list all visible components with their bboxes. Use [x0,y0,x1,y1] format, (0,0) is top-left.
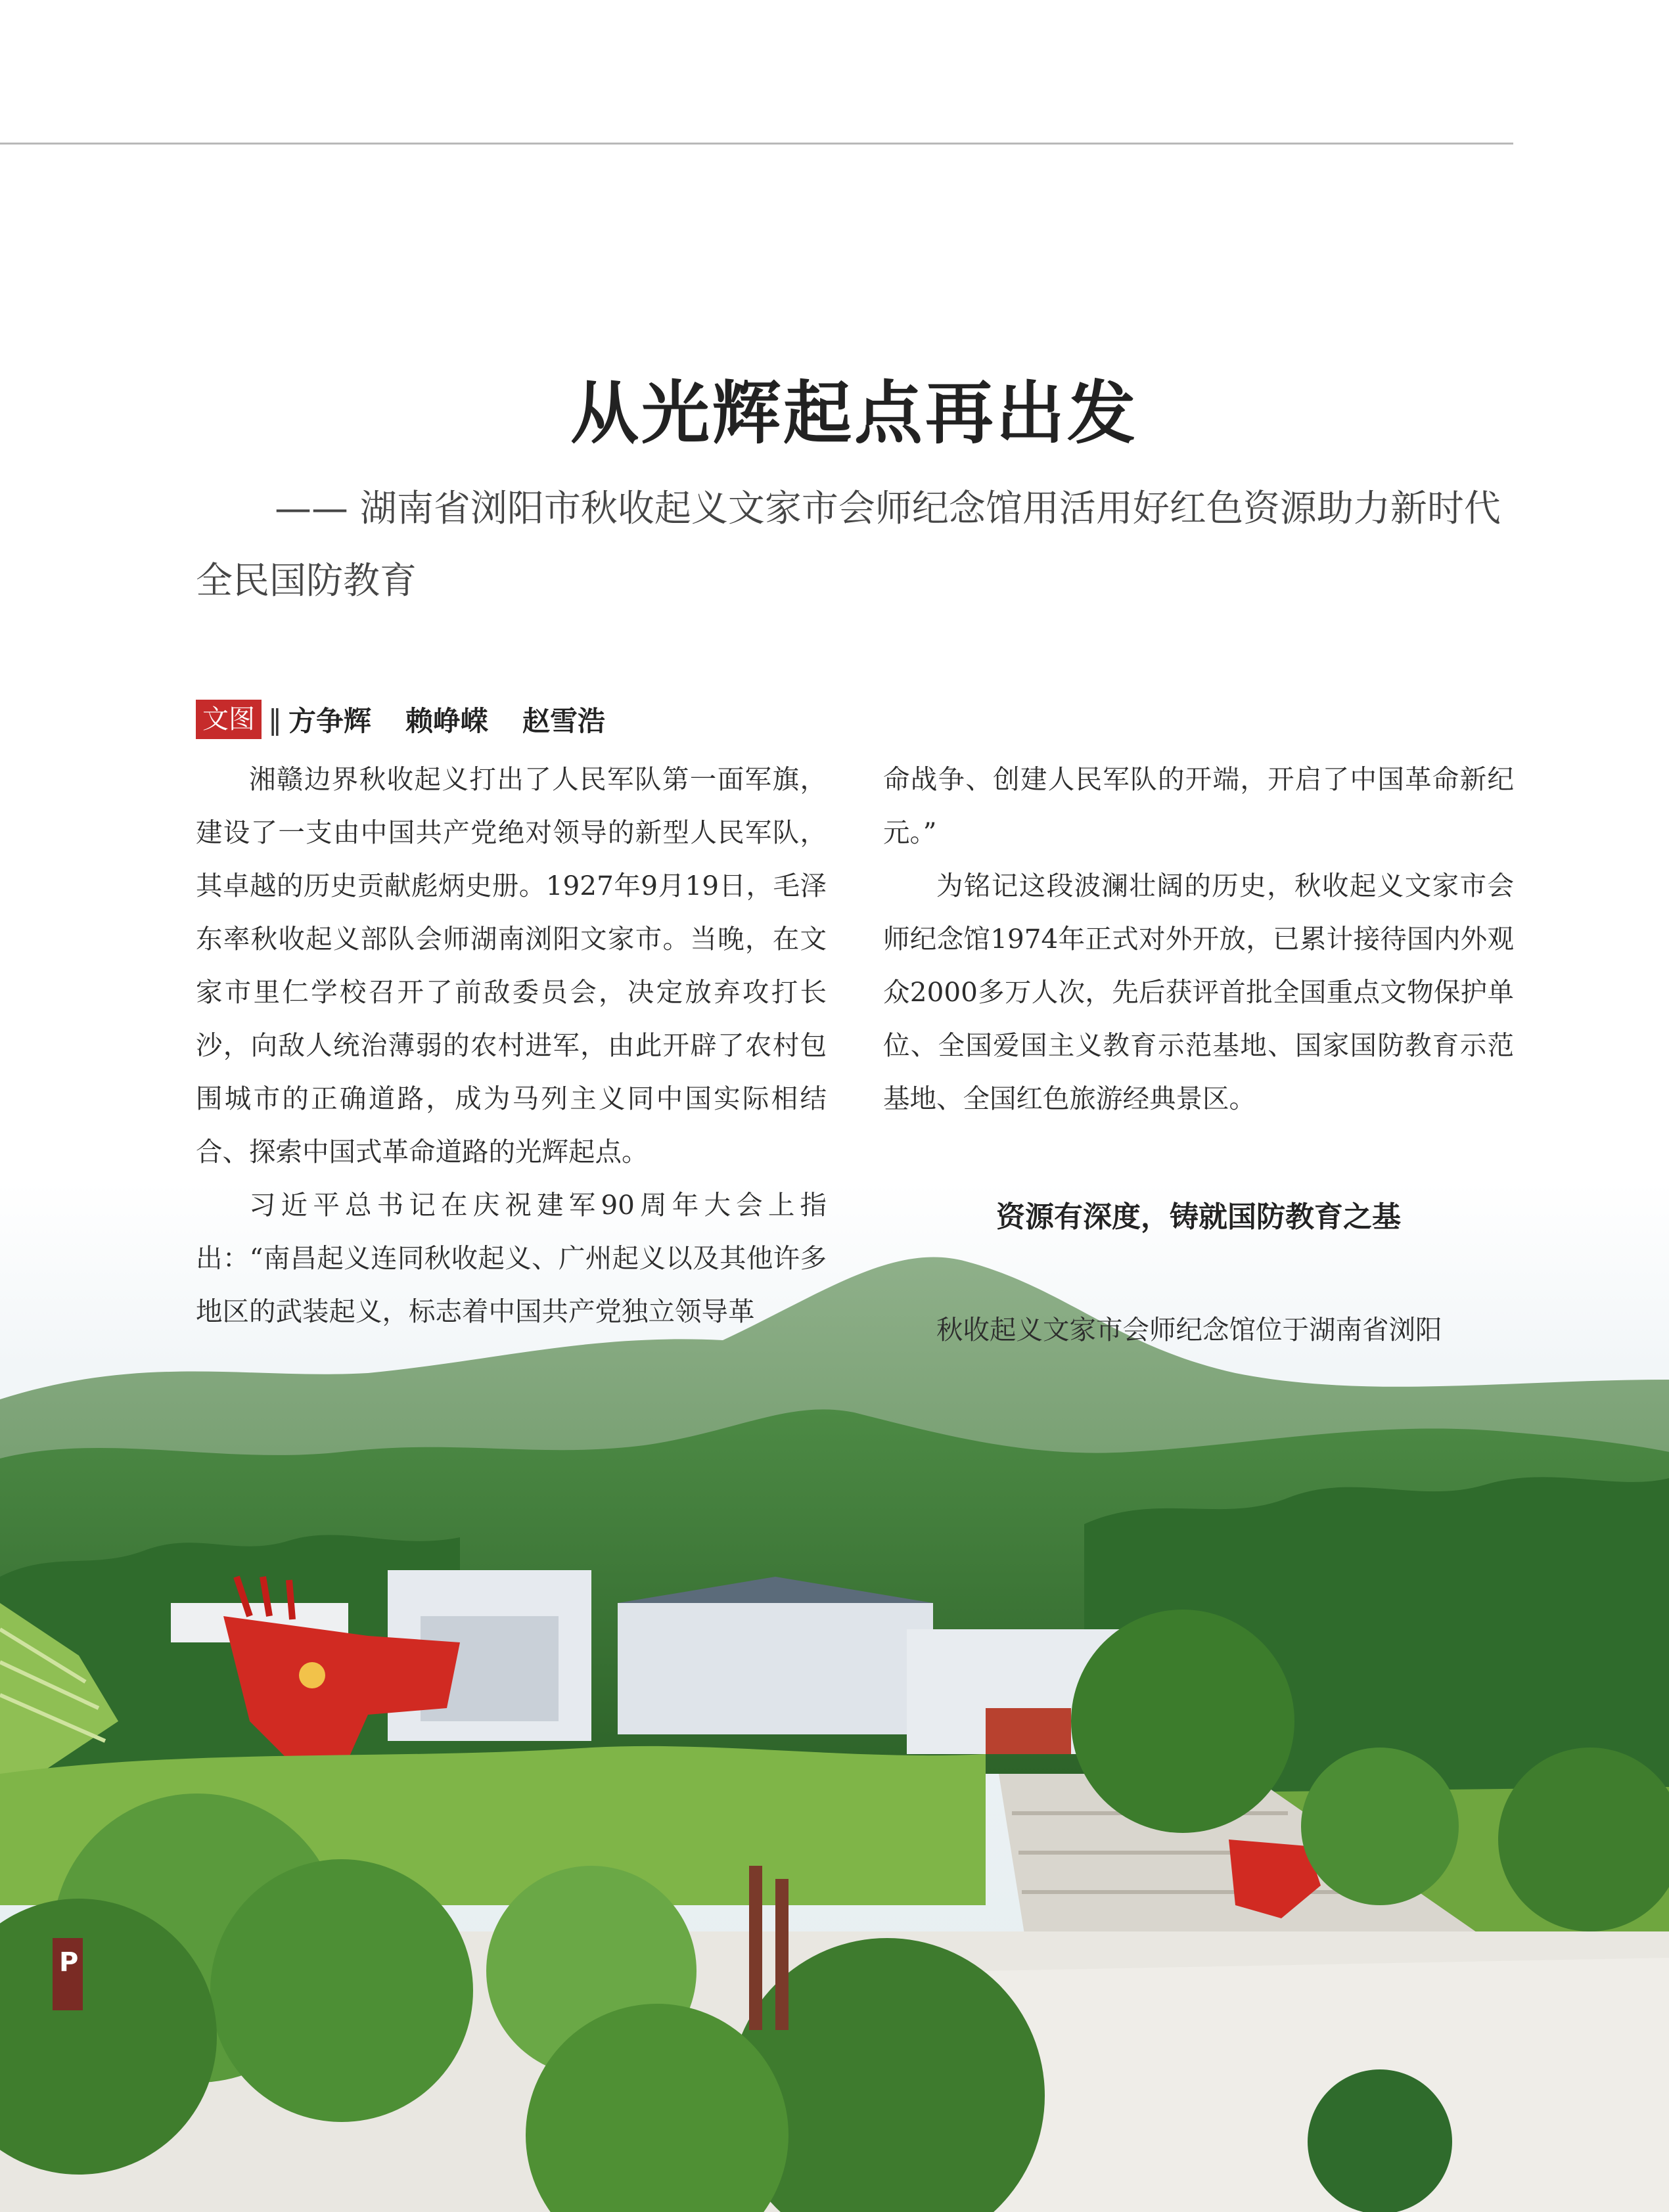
byline [196,696,639,742]
author-name: 方争辉 [288,705,372,737]
section-heading: 资源有深度，铸就国防教育之基 [996,1200,1401,1234]
article-title: 从光辉起点再出发 [570,373,1138,453]
parking-sign: P [59,1947,79,1977]
top-rule [0,143,1513,145]
paragraph: 习近平总书记在庆祝建军90周年大会上指出：“南昌起义连同秋收起义、广州起义以及其他许多地区的武装起义，标志着中国共产党独立领导革 [196,1189,827,1327]
byline-tag: 文图 [196,700,262,739]
right-column-continued [883,1303,1514,1357]
author-name: 赖峥嵘 [405,705,489,737]
paragraph: 秋收起义文家市会师纪念馆位于湖南省浏阳 [936,1314,1442,1345]
article-subtitle [196,473,1517,618]
subtitle-dash: —— [275,487,348,530]
byline-separator: ‖ [268,703,282,736]
memorial-building-wing [618,1603,933,1734]
paragraph: 为铭记这段波澜壮阔的历史，秋收起义文家市会师纪念馆1974年正式对外开放，已累计接待国内外观众2000多万人次，先后获评首批全国重点文物保护单位、全国爱国主义教育示范基地、国家国防教育示范基地、全国红色旅游经典景区。 [883,870,1514,1114]
paragraph: 湘赣边界秋收起义打出了人民军队第一面军旗，建设了一支由中国共产党绝对领导的新型人民军队，其卓越的历史贡献彪炳史册。1927年9月19日，毛泽东率秋收起义部队会师湖南浏阳文家市。当晚，在文家市里仁学校召开了前敌委员会，决定放弃攻打长沙，向敌人统治薄弱的农村进军，由此开辟了农村包围城市的正确道路，成为马列主义同中国实际相结合、探索中国式革命道路的光辉起点。 [196,763,827,1167]
paragraph: 命战争、创建人民军队的开端，开启了中国革命新纪元。” [883,763,1514,848]
left-column [196,753,827,1338]
author-name: 赵雪浩 [522,705,606,737]
subtitle-text: 湖南省浏阳市秋收起义文家市会师纪念馆用活用好红色资源助力新时代全民国防教育 [196,487,1501,602]
right-column [883,753,1514,1125]
